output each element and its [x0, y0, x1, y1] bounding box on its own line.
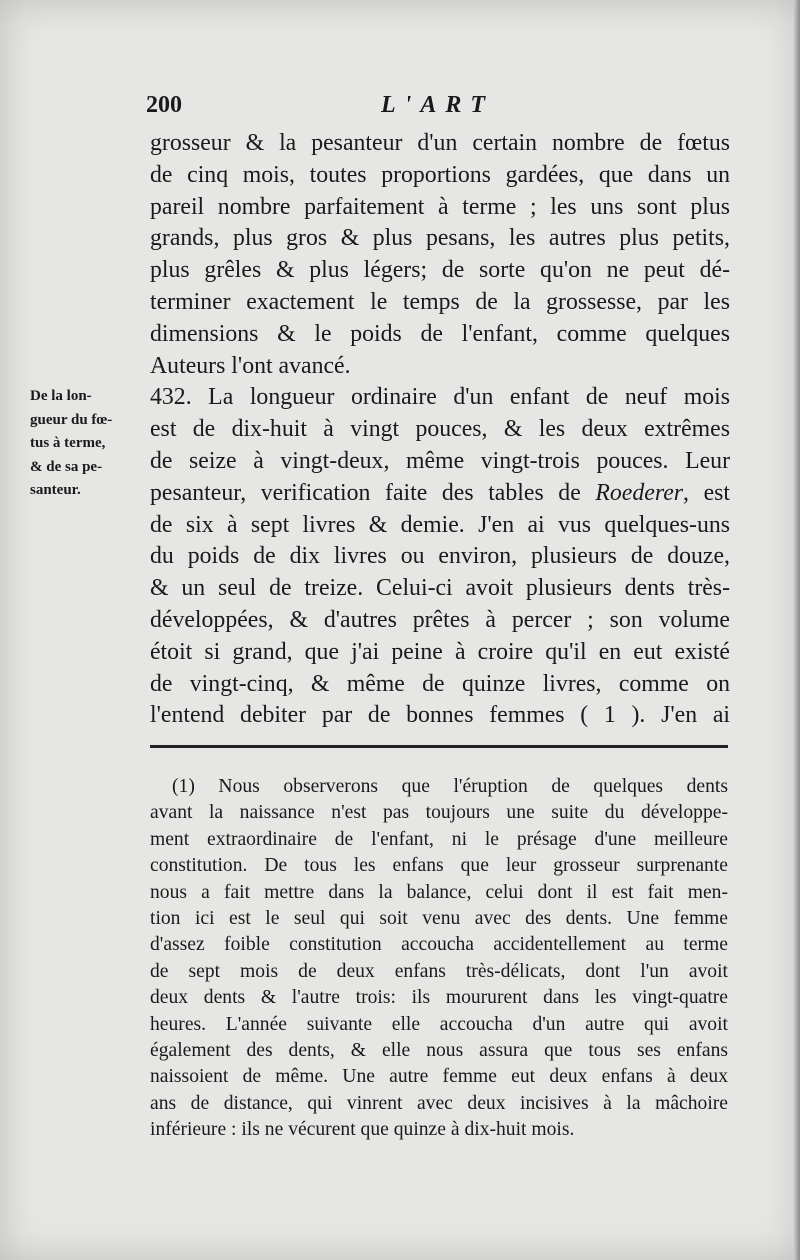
italic-author-name: Roederer: [595, 479, 684, 506]
page-edge-shadow: [794, 0, 800, 1260]
footnote-line: inférieure : ils ne vécurent que quinze à dix-huit mois.: [150, 1119, 575, 1141]
footnote-line: heures. L'année suivante elle accoucha d'un autre qui avoit: [150, 1013, 728, 1035]
body-line: dimensions & le poids de l'enfant, comme quelques: [150, 320, 730, 347]
body-line: l'entend debiter par de bonnes femmes ( 1 ). J'en ai: [150, 702, 730, 729]
footnote-line: deux dents & l'autre trois: ils moururent dans les vingt-quatre: [150, 987, 728, 1009]
footnote-line: (1) Nous observerons que l'éruption de quelques dents: [172, 776, 728, 797]
running-title: L'ART: [381, 92, 495, 118]
footnote-line: naissoient de même. Une autre femme eut deux enfans à deux: [150, 1066, 728, 1088]
body-line: étoit si grand, que j'ai peine à croire qu'il en eut existé: [150, 638, 730, 665]
footnote-line: constitution. De tous les enfans que leur grosseur surprenante: [150, 855, 728, 877]
body-line: plus grêles & plus légers; de sorte qu'on ne peut dé-: [150, 257, 730, 284]
body-line: développées, & d'autres prêtes à percer ; son volume: [150, 606, 730, 633]
margin-line: santeur.: [30, 482, 81, 498]
footnote-line: également des dents, & elle nous assura que tous ses enfans: [150, 1039, 728, 1061]
footnote-line: de sept mois de deux enfans très-délicats, dont l'un avoit: [150, 960, 728, 982]
margin-line: De la lon-: [30, 388, 92, 404]
footnote-rule: [150, 745, 728, 748]
margin-line: tus à terme,: [30, 435, 106, 451]
body-line-tail: , est: [683, 479, 731, 506]
body-line: du poids de dix livres ou environ, plusieurs de douze,: [150, 543, 730, 570]
footnote-line: nous a fait mettre dans la balance, celui dont il est fait men-: [150, 881, 728, 903]
body-line: & un seul de treize. Celui-ci avoit plusieurs dents très-: [150, 575, 730, 602]
body-line-lead: pesanteur, verification faite des tables de: [150, 479, 581, 506]
paragraph-432-start: 432. La longueur ordinaire d'un enfant de neuf mois: [150, 384, 730, 411]
body-line: de cinq mois, toutes proportions gardées, que dans un: [150, 161, 730, 188]
body-line: est de dix-huit à vingt pouces, & les deux extrêmes: [150, 416, 730, 443]
page-number: 200: [146, 92, 182, 118]
body-line-with-italic-name: [150, 478, 730, 510]
margin-line: & de sa pe-: [30, 458, 103, 475]
body-line: Auteurs l'ont avancé.: [150, 352, 351, 379]
footnote-line: ans de distance, qui vinrent avec deux incisives à la mâchoire: [150, 1092, 728, 1114]
body-line: de six à sept livres & demie. J'en ai vus quelques-uns: [150, 511, 730, 538]
footnote-line: tion ici est le seul qui soit venu avec des dents. Une femme: [150, 907, 728, 929]
body-line: terminer exactement le temps de la grossesse, par les: [150, 288, 730, 315]
body-text: [150, 128, 730, 732]
footnote-line: avant la naissance n'est pas toujours une suite du développe-: [150, 802, 728, 824]
marginal-note: [30, 385, 148, 503]
body-line: de vingt-cinq, & même de quinze livres, comme on: [150, 670, 730, 697]
body-line: grosseur & la pesanteur d'un certain nombre de fœtus: [150, 130, 730, 156]
footnote-line: d'assez foible constitution accoucha accidentellement au terme: [150, 934, 728, 956]
body-line: pareil nombre parfaitement à terme ; les uns sont plus: [150, 193, 730, 220]
running-head: [146, 92, 706, 126]
margin-line: gueur du fœ-: [30, 411, 113, 428]
footnote-line: ment extraordinaire de l'enfant, ni le présage d'une meilleure: [150, 828, 728, 850]
body-line: grands, plus gros & plus pesans, les autres plus petits,: [150, 225, 730, 252]
footnote: [150, 774, 728, 1143]
body-line: de seize à vingt-deux, même vingt-trois pouces. Leur: [150, 447, 730, 474]
